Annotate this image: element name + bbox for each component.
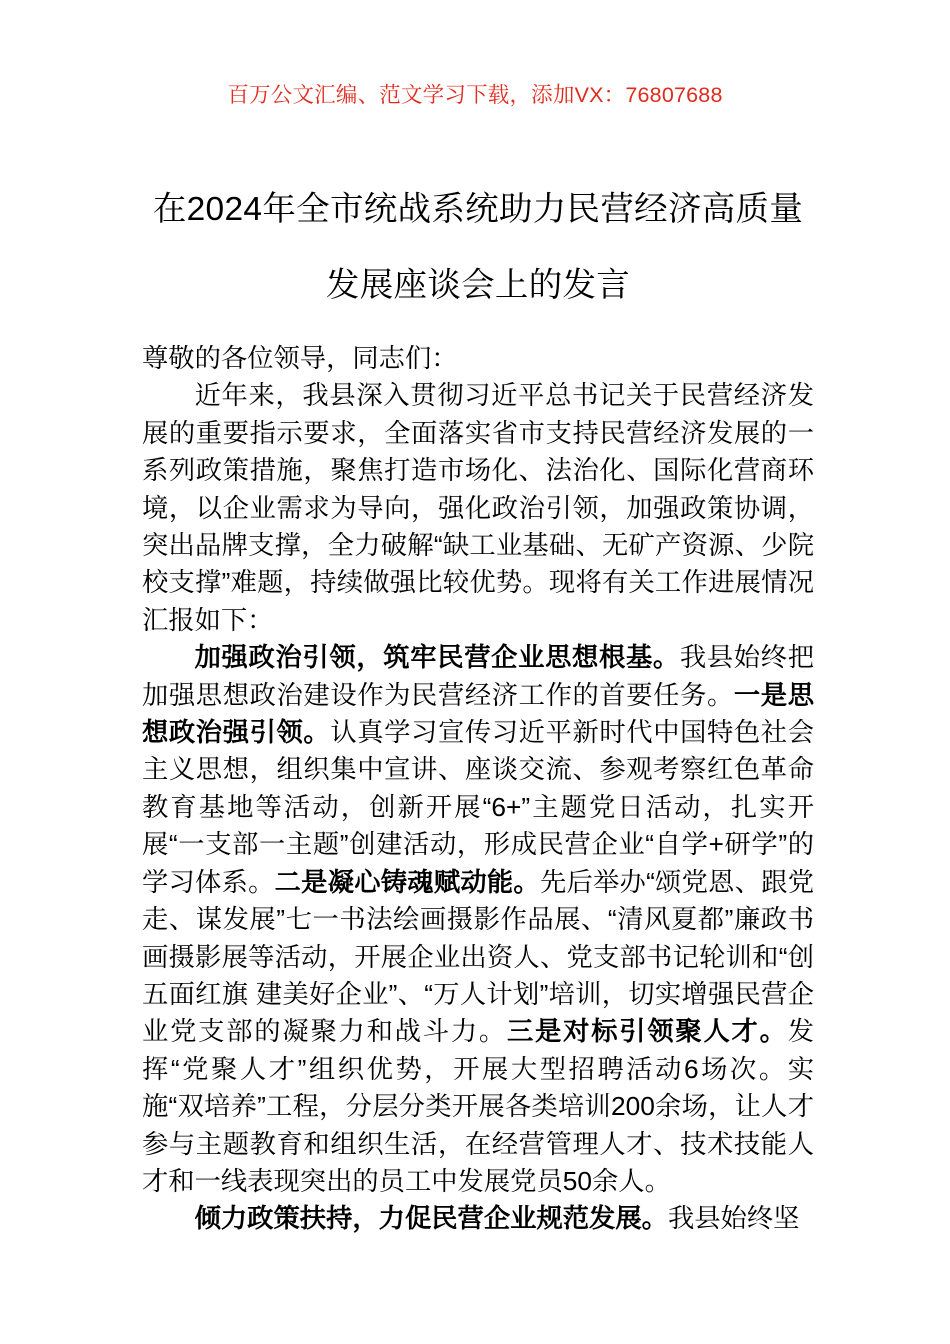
emphasis-run: 三是对标引领聚人才。 (506, 1016, 788, 1047)
document-title: 在2024年全市统战系统助力民营经济高质量发展座谈会上的发言 (152, 191, 804, 304)
text-run: 我县始终坚 (667, 1203, 800, 1234)
text-run: 先后举办“颂党恩、跟党走、谋发展”七一书法绘画摄影作品展、“清风夏都”廉政书画摄影展等活动，开展企业出资人、党支部书记轮训和“创五面红旗 建美好企业”、“万人计划”培训，切实增强民营企业党支部的凝聚力和战斗力。 (142, 866, 815, 1047)
paragraph-host (142, 377, 814, 1237)
emphasis-run: 二是凝心铸魂赋动能。 (274, 866, 540, 897)
paragraph-section-one (142, 639, 814, 1200)
paragraph-intro (142, 377, 814, 639)
emphasis-run: 加强政治引领，筑牢民营企业思想根基。 (194, 642, 680, 673)
emphasis-run: 一是思想政治强引领。 (142, 679, 815, 748)
text-run: 发挥“党聚人才”组织优势，开展大型招聘活动6场次。实施“双培养”工程，分层分类开展各类培训200余场，让人才参与主题教育和组织生活，在经营管理人才、技术技能人才和一线表现突出的员工中发展党员50余人。 (142, 1016, 815, 1196)
salutation-line: 尊敬的各位领导，同志们： (142, 343, 458, 373)
document-body (142, 340, 814, 1238)
promo-banner-text: 百万公文汇编、范文学习下载，添加VX：76807688 (227, 83, 723, 107)
text-run: 近年来，我县深入贯彻习近平总书记关于民营经济发展的重要指示要求，全面落实省市支持民营经济发展的一系列政策措施，聚焦打造市场化、法治化、国际化营商环境，以企业需求为导向，强化政治引领，加强政策协调，突出品牌支撑，全力破解“缺工业基础、无矿产资源、少院校支撑”难题，持续做强比较优势。现将有关工作进展情况汇报如下： (142, 380, 814, 635)
text-run: 认真学习宣传习近平新时代中国特色社会主义思想，组织集中宣讲、座谈交流、参观考察红色革命教育基地等活动，创新开展“6+”主题党日活动，扎实开展“一支部一主题”创建活动，形成民营企业“自学+研学”的学习体系。 (142, 717, 815, 897)
paragraph-section-two (142, 1200, 814, 1237)
emphasis-run: 倾力政策扶持，力促民营企业规范发展。 (194, 1203, 668, 1234)
text-run: 我县始终把加强思想政治建设作为民营经济工作的首要任务。 (142, 642, 815, 710)
